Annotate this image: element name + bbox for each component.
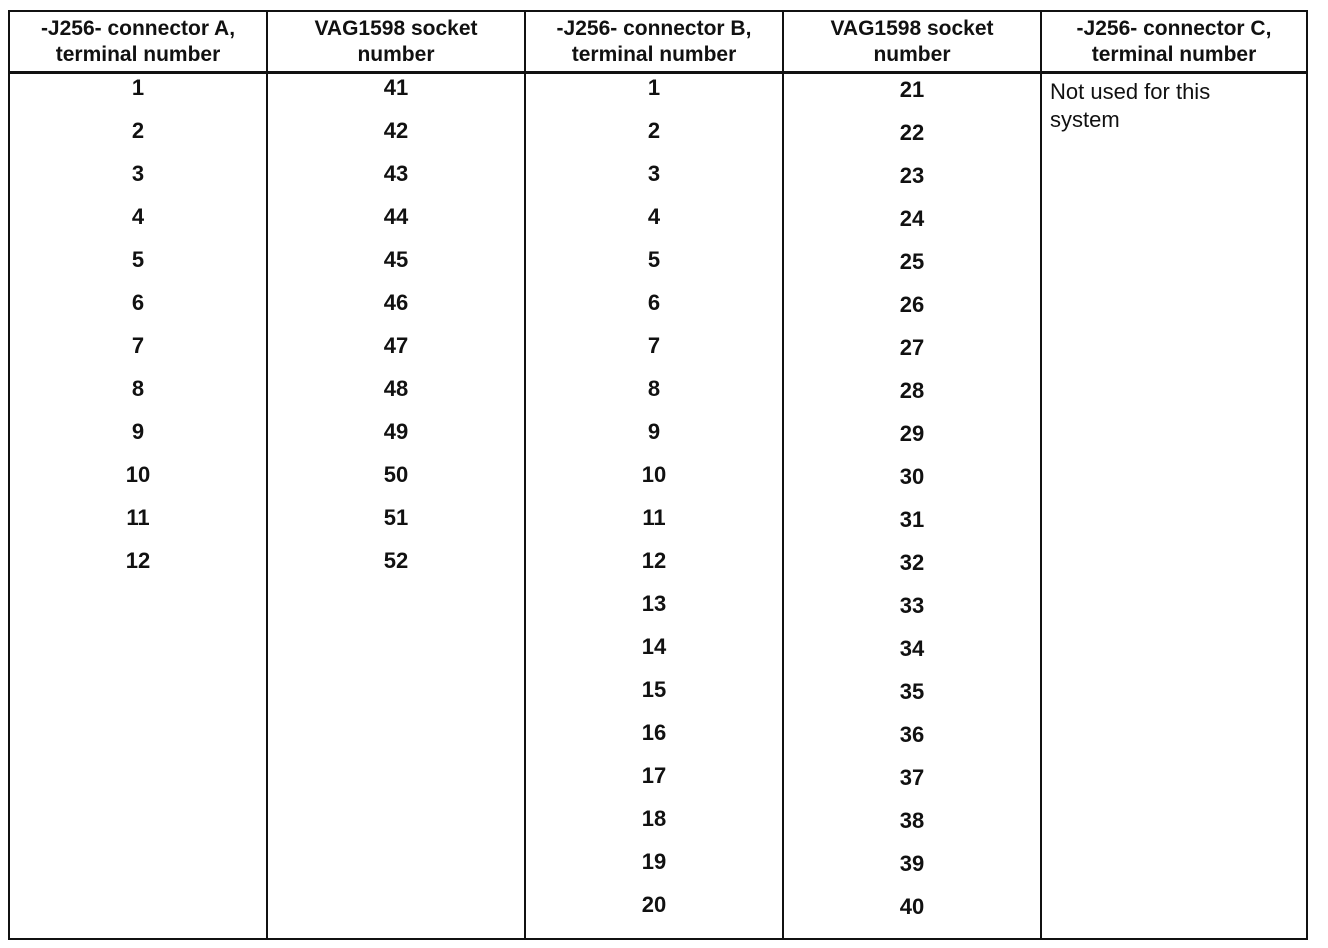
connector-a-socket-cell: 51 <box>383 505 409 530</box>
connector-b-terminal-cell: 20 <box>641 892 667 917</box>
connector-a-terminal-cell: 11 <box>126 505 150 530</box>
connector-b-terminal-cell: 8 <box>647 376 661 401</box>
connector-a-terminal-cell: 8 <box>131 376 145 401</box>
connector-a-socket-cell: 50 <box>383 462 409 487</box>
connector-b-terminal-cell: 11 <box>642 505 666 530</box>
terminal-assignment-table <box>8 10 1308 940</box>
connector-a-terminal-cell: 1 <box>131 75 145 100</box>
connector-b-socket-cell: 37 <box>899 765 925 790</box>
header-connector-a-terminal: -J256- connector A, terminal number <box>10 12 268 71</box>
column-connector-b-terminals <box>526 74 784 938</box>
connector-a-terminal-cell: 3 <box>131 161 145 186</box>
connector-b-socket-cell: 26 <box>899 292 925 317</box>
connector-b-socket-cell: 27 <box>899 335 925 360</box>
connector-b-terminal-cell: 1 <box>647 75 661 100</box>
connector-c-note: Not used for this system <box>1050 79 1211 132</box>
connector-a-terminal-cell: 10 <box>125 462 151 487</box>
connector-b-terminal-cell: 2 <box>647 118 661 143</box>
connector-a-socket-cell: 48 <box>383 376 409 401</box>
connector-a-socket-cell: 44 <box>383 204 409 229</box>
connector-a-terminal-cell: 6 <box>131 290 145 315</box>
connector-b-socket-cell: 25 <box>899 249 925 274</box>
header-connector-b-socket: VAG1598 socket number <box>784 12 1042 71</box>
connector-b-terminal-cell: 15 <box>641 677 667 702</box>
connector-b-terminal-cell: 9 <box>647 419 661 444</box>
connector-a-socket-cell: 41 <box>383 75 409 100</box>
connector-b-socket-cell: 35 <box>899 679 925 704</box>
connector-b-terminal-cell: 6 <box>647 290 661 315</box>
connector-b-socket-cell: 38 <box>899 808 925 833</box>
connector-a-terminal-cell: 12 <box>125 548 151 573</box>
connector-b-socket-cell: 34 <box>899 636 925 661</box>
connector-b-terminal-cell: 13 <box>641 591 667 616</box>
connector-b-terminal-cell: 5 <box>647 247 661 272</box>
connector-a-socket-cell: 47 <box>383 333 409 358</box>
connector-b-socket-cell: 39 <box>899 851 925 876</box>
connector-b-socket-cell: 28 <box>899 378 925 403</box>
connector-b-terminal-cell: 17 <box>641 763 667 788</box>
connector-b-socket-cell: 30 <box>899 464 925 489</box>
connector-b-terminal-cell: 7 <box>647 333 661 358</box>
connector-b-socket-cell: 40 <box>899 894 925 919</box>
connector-b-socket-cell: 29 <box>899 421 925 446</box>
connector-b-terminal-cell: 12 <box>641 548 667 573</box>
column-connector-a-sockets <box>268 74 526 938</box>
column-connector-b-sockets <box>784 74 1042 938</box>
column-connector-c <box>1042 74 1306 938</box>
connector-a-terminal-cell: 2 <box>131 118 145 143</box>
connector-b-socket-cell: 24 <box>899 206 925 231</box>
connector-a-terminal-cell: 7 <box>131 333 145 358</box>
connector-a-socket-cell: 42 <box>383 118 409 143</box>
table-body <box>10 74 1306 938</box>
connector-a-terminal-cell: 5 <box>131 247 145 272</box>
connector-a-terminal-cell: 9 <box>131 419 145 444</box>
connector-b-terminal-cell: 4 <box>647 204 661 229</box>
connector-b-socket-cell: 21 <box>899 77 925 102</box>
connector-b-terminal-cell: 3 <box>647 161 661 186</box>
table-header-row <box>10 12 1306 74</box>
connector-a-socket-cell: 43 <box>383 161 409 186</box>
connector-a-socket-cell: 49 <box>383 419 409 444</box>
connector-b-socket-cell: 22 <box>899 120 925 145</box>
connector-b-socket-cell: 33 <box>899 593 925 618</box>
header-connector-a-socket: VAG1598 socket number <box>268 12 526 71</box>
connector-a-socket-cell: 52 <box>383 548 409 573</box>
connector-a-terminal-cell: 4 <box>131 204 145 229</box>
header-connector-c-terminal: -J256- connector C, terminal number <box>1076 16 1272 66</box>
connector-b-socket-cell: 23 <box>899 163 925 188</box>
connector-b-socket-cell: 32 <box>899 550 925 575</box>
connector-b-terminal-cell: 10 <box>641 462 667 487</box>
connector-b-socket-cell: 36 <box>899 722 925 747</box>
connector-a-socket-cell: 45 <box>383 247 409 272</box>
connector-a-socket-cell: 46 <box>383 290 409 315</box>
connector-b-socket-cell: 31 <box>899 507 925 532</box>
connector-b-terminal-cell: 14 <box>641 634 667 659</box>
column-connector-a-terminals <box>10 74 268 938</box>
connector-b-terminal-cell: 18 <box>641 806 667 831</box>
header-connector-b-terminal: -J256- connector B, terminal number <box>526 12 784 71</box>
connector-b-terminal-cell: 16 <box>641 720 667 745</box>
connector-b-terminal-cell: 19 <box>641 849 667 874</box>
